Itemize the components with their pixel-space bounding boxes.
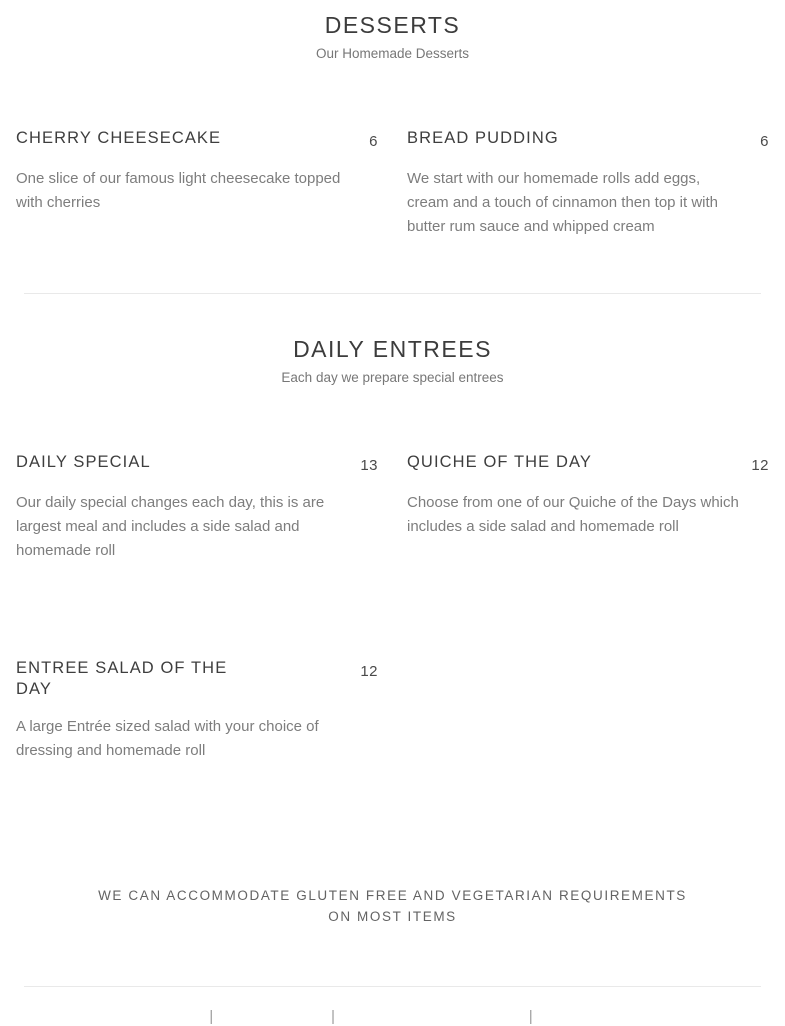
item-price: 6: [369, 133, 378, 150]
menu-item-daily-special: [16, 452, 378, 563]
item-price: 12: [751, 457, 769, 474]
menu-section-desserts: [16, 12, 769, 239]
item-header: [16, 128, 378, 152]
item-description: One slice of our famous light cheesecake topped with cherries: [16, 170, 341, 211]
menu-item-cherry-cheesecake: [16, 128, 378, 215]
footer-separator: |: [331, 1009, 335, 1025]
item-name: DAILY SPECIAL: [16, 453, 151, 471]
item-price: 12: [360, 663, 378, 680]
footer-divider: [24, 986, 761, 987]
section-header: [16, 12, 769, 62]
item-price: 6: [760, 133, 769, 150]
item-header: [16, 452, 378, 476]
footer-nav: [16, 1008, 769, 1026]
item-description: A large Entrée sized salad with your choice of dressing and homemade roll: [16, 718, 319, 759]
item-name: QUICHE OF THE DAY: [407, 453, 592, 471]
section-title: DESSERTS: [324, 12, 461, 38]
item-header: [407, 452, 769, 476]
item-price: 13: [360, 457, 378, 474]
menu-item-bread-pudding: [407, 128, 769, 239]
section-subtitle: Each day we prepare special entrees: [281, 370, 504, 385]
item-header: [407, 128, 769, 152]
item-description: Choose from one of our Quiche of the Days which includes a side salad and homemade roll: [407, 494, 739, 535]
menu-section-daily-entrees: [16, 336, 769, 763]
menu-items-grid: [16, 452, 769, 763]
item-header: [16, 658, 378, 700]
section-title: DAILY ENTREES: [293, 336, 492, 362]
footer-separator: |: [528, 1009, 533, 1025]
section-subtitle: Our Homemade Desserts: [315, 46, 470, 61]
dietary-note: WE CAN ACCOMMODATE GLUTEN FREE AND VEGETARIAN REQUIREMENTS ON MOST ITEMS: [98, 888, 687, 924]
item-name: ENTREE SALAD OF THE DAY: [16, 659, 228, 698]
section-divider: [24, 293, 761, 294]
item-name: CHERRY CHEESECAKE: [16, 129, 222, 147]
footer-separator: |: [209, 1009, 214, 1025]
menu-item-entree-salad-of-the-day: [16, 658, 378, 763]
menu-items-grid: [16, 128, 769, 239]
menu-item-quiche-of-the-day: [407, 452, 769, 539]
item-description: Our daily special changes each day, this is are largest meal and includes a side salad and homemade roll: [16, 494, 325, 559]
section-header: [16, 336, 769, 386]
item-description: We start with our homemade rolls add eggs, cream and a touch of cinnamon then top it with butter rum sauce and whipped cream: [407, 170, 719, 235]
item-name: BREAD PUDDING: [407, 129, 559, 147]
